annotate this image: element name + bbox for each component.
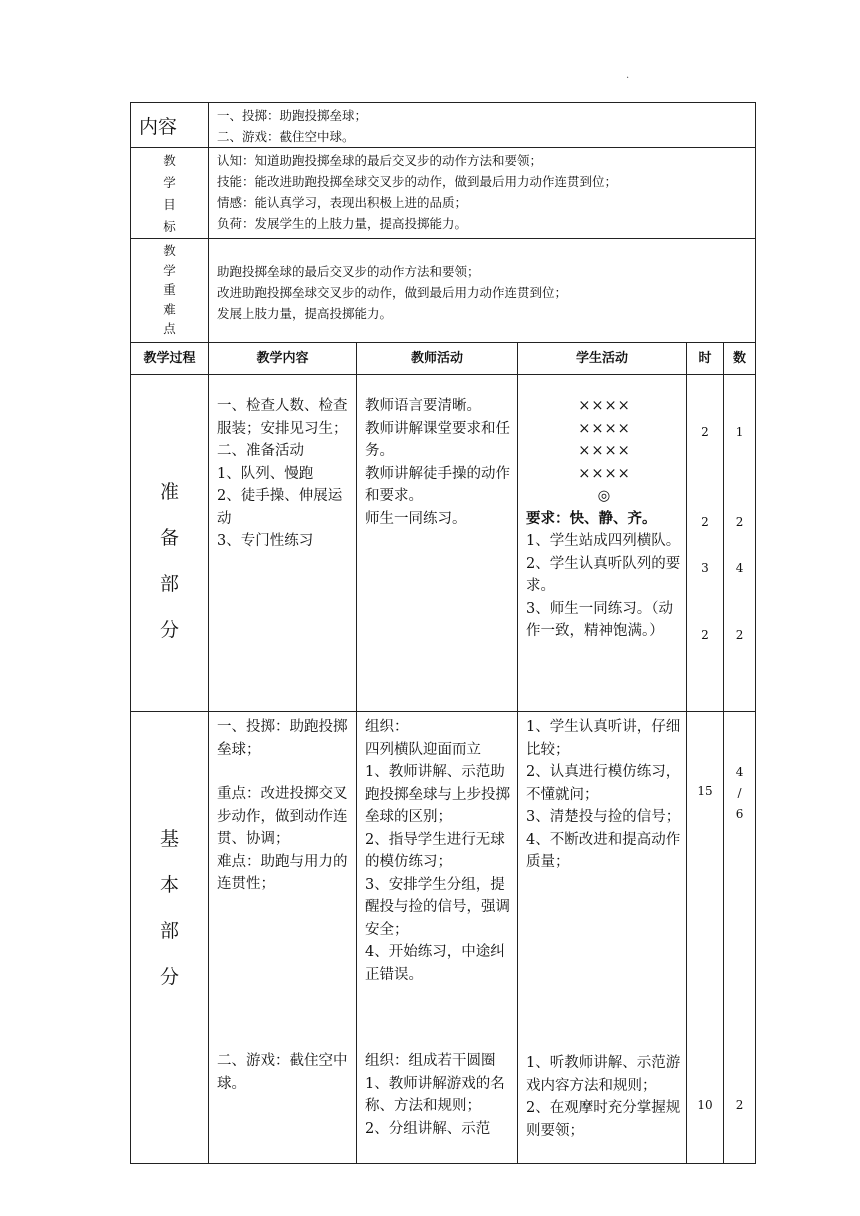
basic-time-value: 15 [697, 784, 713, 798]
basic-content-item: 一、投掷：助跑投掷垒球； [217, 719, 348, 758]
basic-count-value: 2 [735, 1098, 744, 1112]
basic-count-value: / [737, 786, 742, 800]
key-points-row [131, 239, 756, 343]
prep-content-item: 二、准备活动 [217, 443, 304, 459]
content-label: 内容 [131, 103, 209, 148]
prep-label [131, 375, 209, 712]
basic-teacher-item: 组织： [365, 719, 409, 735]
prep-teacher-item: 教师语言要清晰。 [365, 398, 481, 414]
header-process: 教学过程 [131, 343, 209, 375]
header-teacher: 教师活动 [357, 343, 518, 375]
goals-label-char: 学 [163, 175, 176, 190]
prep-count-value: 1 [735, 425, 744, 439]
process-header-row [131, 343, 756, 375]
prep-content [209, 375, 357, 712]
key-label-char: 教 [163, 243, 176, 258]
prep-student-item: 1、学生站成四列横队。 [526, 533, 681, 549]
goals-label-char: 教 [163, 153, 176, 168]
prep-teacher-item: 师生一同练习。 [365, 510, 467, 527]
goal-cognition: 认知：知道助跑投掷垒球的最后交叉步的动作方法和要领； [217, 153, 543, 168]
basic-game-item: 二、游戏：截住空中球。 [217, 1053, 348, 1092]
basic-student [518, 712, 687, 1164]
prep-label-char: 准 [159, 481, 179, 503]
basic-teacher [357, 712, 518, 1164]
header-count: 数 [724, 343, 756, 375]
prep-time-value: 2 [701, 425, 709, 439]
prep-teacher-item: 教师讲解徒手操的动作和要求。 [365, 465, 510, 504]
prep-section-row [131, 375, 756, 712]
content-line-2: 二、游戏：截住空中球。 [217, 129, 355, 144]
formation-diagram [526, 395, 683, 508]
content-line-1: 一、投掷：助跑投掷垒球； [217, 108, 368, 123]
basic-label-char: 基 [159, 828, 179, 850]
prep-count [724, 375, 756, 712]
key-label-char: 点 [163, 321, 176, 336]
prep-student-item: 3、师生一同练习。（动作一致，精神饱满。） [526, 600, 673, 639]
basic-count-value: 6 [735, 807, 744, 821]
prep-content-item: 2、徒手操、伸展运动 [217, 488, 343, 527]
basic-key-point: 重点：改进投掷交叉步动作，做到动作连贯、协调； [217, 786, 348, 847]
basic-count-stack [724, 762, 755, 825]
basic-teacher-item: 四列横队迎面而立 [365, 741, 481, 758]
content-row [131, 103, 756, 148]
basic-teacher-item: 4、开始练习，中途纠正错误。 [365, 944, 505, 983]
teacher-position-icon: ◎ [597, 488, 612, 504]
goal-load: 负荷：发展学生的上肢力量，提高投掷能力。 [217, 216, 468, 231]
goals-text [209, 148, 756, 239]
key-label-char: 难 [163, 301, 176, 317]
basic-student-item: 4、不断改进和提高动作质量； [526, 831, 681, 870]
prep-count-value: 2 [735, 628, 744, 642]
basic-student-item: 1、学生认真听讲，仔细比较； [526, 719, 681, 758]
prep-count-value: 2 [735, 515, 744, 529]
basic-label-char: 分 [159, 966, 179, 988]
basic-time-value: 10 [697, 1098, 713, 1112]
prep-content-item: 一、检查人数、检查服装；安排见习生； [217, 398, 348, 437]
header-student: 学生活动 [518, 343, 687, 375]
basic-time [687, 712, 724, 1164]
header-time: 时 [687, 343, 724, 375]
basic-label-char: 部 [159, 920, 179, 942]
goal-emotion: 情感：能认真学习，表现出积极上进的品质； [217, 195, 468, 210]
prep-student [518, 375, 687, 712]
prep-time-value: 2 [701, 515, 709, 529]
goals-label [131, 148, 209, 239]
prep-student-item: 2、学生认真听队列的要求。 [526, 555, 681, 594]
formation-row: ×××× [578, 443, 631, 459]
basic-teacher-item: 3、安排学生分组，提醒投与捡的信号，强调安全； [365, 876, 510, 938]
prep-teacher-item: 教师讲解课堂要求和任务。 [365, 420, 510, 459]
prep-content-item: 3、专门性练习 [217, 533, 314, 549]
prep-time-value: 2 [701, 628, 709, 642]
formation-row: ×××× [578, 465, 631, 482]
prep-content-item: 1、队列、慢跑 [217, 465, 314, 482]
basic-teacher-item: 1、教师讲解、示范助跑投掷垒球与上步投掷垒球的区别； [365, 764, 510, 825]
basic-student-game-item: 2、在观摩时充分掌握规则要领； [526, 1100, 681, 1139]
basic-label-char: 本 [159, 874, 179, 896]
basic-count [724, 712, 756, 1164]
prep-count-value: 4 [735, 561, 744, 575]
basic-teacher-game-item: 组织：组成若干圆圈 [365, 1053, 496, 1069]
key-label-char: 重 [163, 282, 176, 297]
key-points-text [209, 239, 756, 343]
key-point-3: 发展上肢力量，提高投掷能力。 [217, 306, 393, 321]
prep-label-char: 备 [159, 527, 179, 549]
goals-label-char: 目 [163, 197, 176, 212]
basic-student-item: 2、认真进行模仿练习，不懂就问； [526, 764, 681, 803]
prep-label-char: 部 [159, 573, 179, 595]
basic-section-row [131, 712, 756, 1164]
basic-teacher-game-item: 2、分组讲解、示范 [365, 1120, 491, 1137]
key-point-2: 改进助跑投掷垒球交叉步的动作，做到最后用力动作连贯到位； [217, 285, 568, 300]
basic-teacher-game-item: 1、教师讲解游戏的名称、方法和规则； [365, 1075, 505, 1114]
goals-label-char: 标 [163, 219, 176, 234]
basic-teacher-item: 2、指导学生进行无球的模仿练习； [365, 831, 505, 870]
prep-time [687, 375, 724, 712]
basic-teacher-game [365, 1050, 514, 1140]
lesson-plan-table [130, 102, 756, 1164]
prep-time-value: 3 [701, 561, 709, 575]
basic-count-value: 4 [735, 765, 744, 779]
basic-label [131, 712, 209, 1164]
key-point-1: 助跑投掷垒球的最后交叉步的动作方法和要领； [217, 264, 480, 279]
goal-skill: 技能：能改进助跑投掷垒球交叉步的动作，做到最后用力动作连贯到位； [217, 174, 618, 189]
basic-student-game-item: 1、听教师讲解、示范游戏内容方法和规则； [526, 1055, 681, 1094]
basic-content [209, 712, 357, 1164]
prep-requirement: 要求：快、静、齐。 [526, 509, 657, 527]
basic-difficulty: 难点：助跑与用力的连贯性； [217, 853, 348, 892]
key-points-label [131, 239, 209, 343]
goals-row [131, 148, 756, 239]
formation-row: ×××× [578, 398, 631, 414]
key-label-char: 学 [163, 262, 176, 278]
formation-row: ×××× [578, 420, 631, 437]
basic-student-item: 3、清楚投与捡的信号； [526, 809, 681, 825]
content-text [209, 103, 756, 148]
header-content: 教学内容 [209, 343, 357, 375]
page-mark: . [626, 70, 630, 81]
basic-student-game [526, 1052, 683, 1142]
prep-label-char: 分 [159, 619, 179, 641]
prep-teacher [357, 375, 518, 712]
